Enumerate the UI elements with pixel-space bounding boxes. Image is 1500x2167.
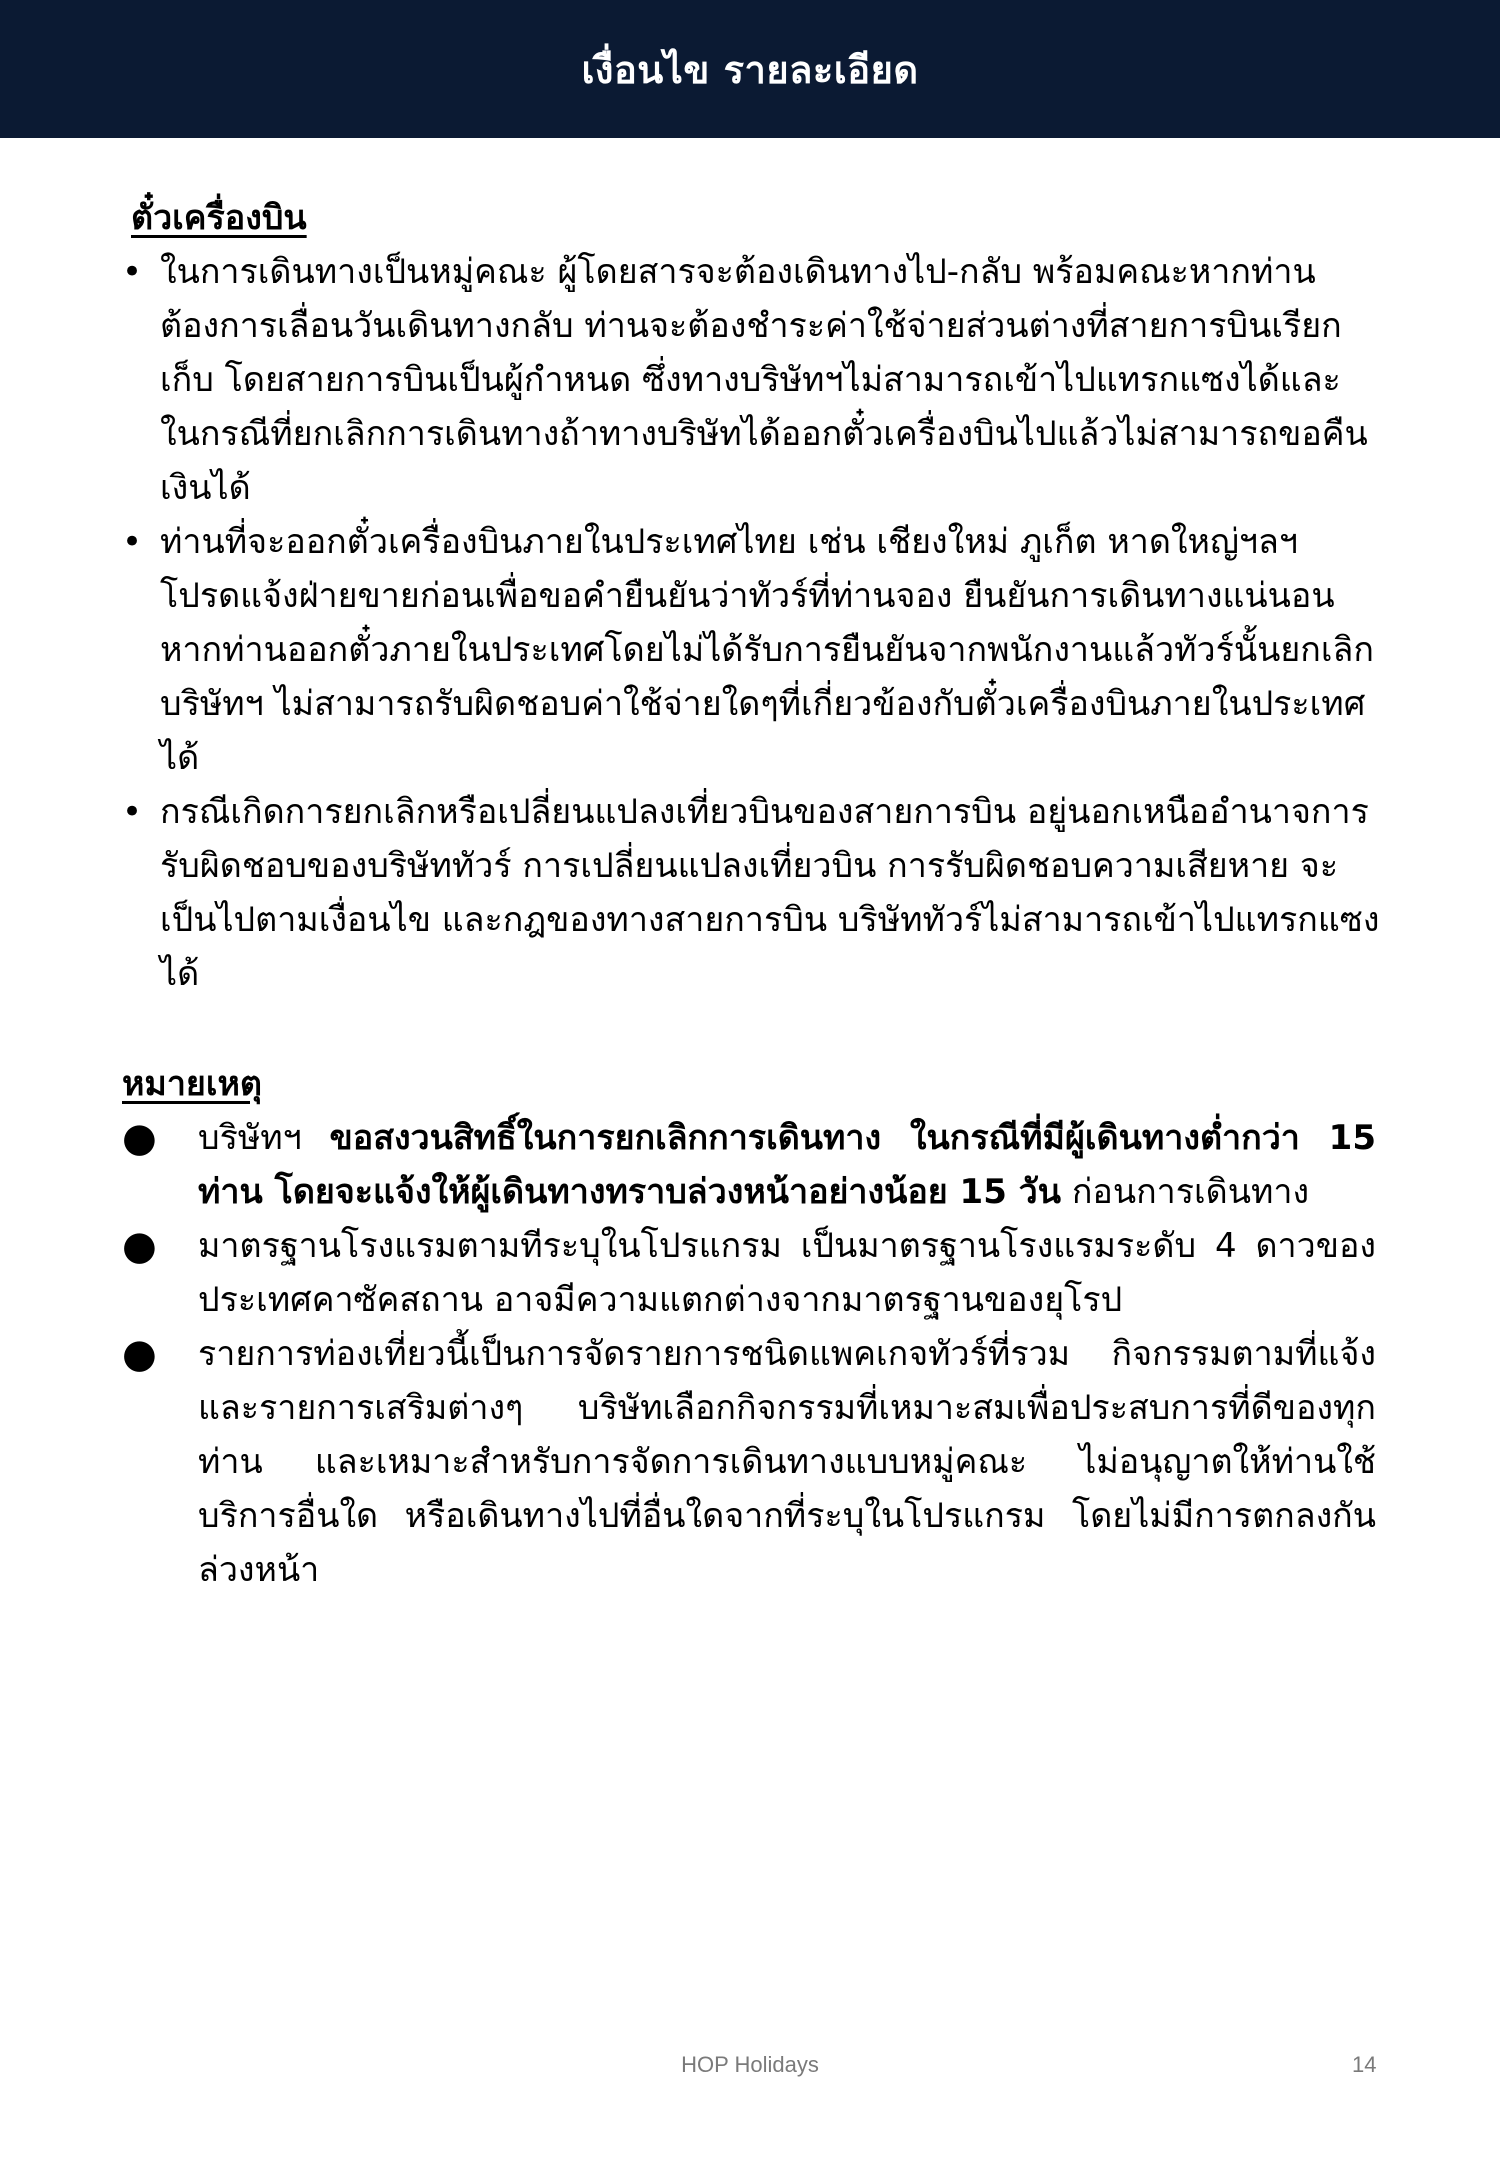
list-item xyxy=(122,1219,1376,1327)
bullet-icon: ● xyxy=(122,1331,157,1377)
ticket-section-title: ตั๋วเครื่องบิน xyxy=(131,198,307,238)
page-number: 14 xyxy=(1352,2052,1377,2077)
list-item-text: ท่านที่จะออกตั๋วเครื่องบินภายในประเทศไทย เช่น เชียงใหม่ ภูเก็ต หาดใหญ่ฯลฯ โปรดแจ้งฝ่ายขายก่อนเพื่อขอคำยืนยันว่าทัวร์ที่ท่านจอง ยืนยันการเดินทางแน่นอน หากท่านออกตั๋วภายในประเทศโดยไม่ได้รับการยืนยันจากพนักงานแล้วทัวร์นั้นยกเลิก บริษัทฯ ไม่สามารถรับผิดชอบค่าใช้จ่ายใดๆที่เกี่ยวข้องกับตั๋วเครื่องบินภายในประเทศได้ xyxy=(160,522,1374,778)
list-item-text: ในการเดินทางเป็นหมู่คณะ ผู้โดยสารจะต้องเดินทางไป-กลับ พร้อมคณะหากท่านต้องการเลื่อนวันเดินทางกลับ ท่านจะต้องชำระค่าใช้จ่ายส่วนต่างที่สายการบินเรียกเก็บ โดยสายการบินเป็นผู้กำหนด ซึ่งทางบริษัทฯไม่สามารถเข้าไปแทรกแซงได้และในกรณีที่ยกเลิกการเดินทางถ้าทางบริษัทได้ออกตั๋วเครื่องบินไปแล้วไม่สามารถขอคืนเงินได้ xyxy=(160,252,1368,508)
list-item xyxy=(122,515,1380,785)
page-title: เงื่อนไข รายละเอียด xyxy=(581,47,919,92)
bullet-icon: ● xyxy=(122,1223,157,1269)
list-item xyxy=(122,245,1380,515)
notes-section-title: หมายเหตุ xyxy=(122,1064,262,1104)
note-bold-text: ขอสงวนสิทธิ์ในการยกเลิกการเดินทาง ในกรณีที่มีผู้เดินทางต่ำกว่า 15 ท่าน โดยจะแจ้งให้ผู้เดินทางทราบล่วงหน้าอย่างน้อย 15 วัน xyxy=(198,1118,1376,1212)
list-item xyxy=(122,1111,1376,1219)
list-item-text: มาตรฐานโรงแรมตามทีระบุในโปรแกรม เป็นมาตรฐานโรงแรมระดับ 4 ดาวของประเทศคาซัคสถาน อาจมีความแตกต่างจากมาตรฐานของยุโรป xyxy=(198,1226,1376,1320)
notes-list xyxy=(122,1111,1376,1597)
list-item xyxy=(122,785,1380,1001)
note-suffix: ก่อนการเดินทาง xyxy=(1061,1172,1310,1212)
list-item-text: กรณีเกิดการยกเลิกหรือเปลี่ยนแปลงเที่ยวบินของสายการบิน อยู่นอกเหนืออำนาจการรับผิดชอบของบริษัททัวร์ การเปลี่ยนแปลงเที่ยวบิน การรับผิดชอบความเสียหาย จะเป็นไปตามเงื่อนไข และกฎของทางสายการบิน บริษัททัวร์ไม่สามารถเข้าไปแทรกแซงได้ xyxy=(160,792,1380,994)
list-item xyxy=(122,1327,1376,1597)
note-prefix: บริษัทฯ xyxy=(198,1118,330,1158)
bullet-icon: • xyxy=(122,792,143,832)
ticket-list xyxy=(122,245,1380,1001)
footer-brand: HOP Holidays xyxy=(681,2052,819,2077)
bullet-icon: ● xyxy=(122,1115,157,1161)
bullet-icon: • xyxy=(122,522,143,562)
list-item-text: รายการท่องเที่ยวนี้เป็นการจัดรายการชนิดแพคเกจทัวร์ที่รวม กิจกรรมตามที่แจ้งและรายการเสริมต่างๆ บริษัทเลือกกิจกรรมที่เหมาะสมเพื่อประสบการที่ดีของทุกท่าน และเหมาะสำหรับการจัดการเดินทางแบบหมู่คณะ ไม่อนุญาตให้ท่านใช้บริการอื่นใด หรือเดินทางไปที่อื่นใดจากที่ระบุในโปรแกรม โดยไม่มีการตกลงกันล่วงหน้า xyxy=(198,1334,1376,1590)
bullet-icon: • xyxy=(122,252,143,292)
header-bar xyxy=(0,0,1500,138)
